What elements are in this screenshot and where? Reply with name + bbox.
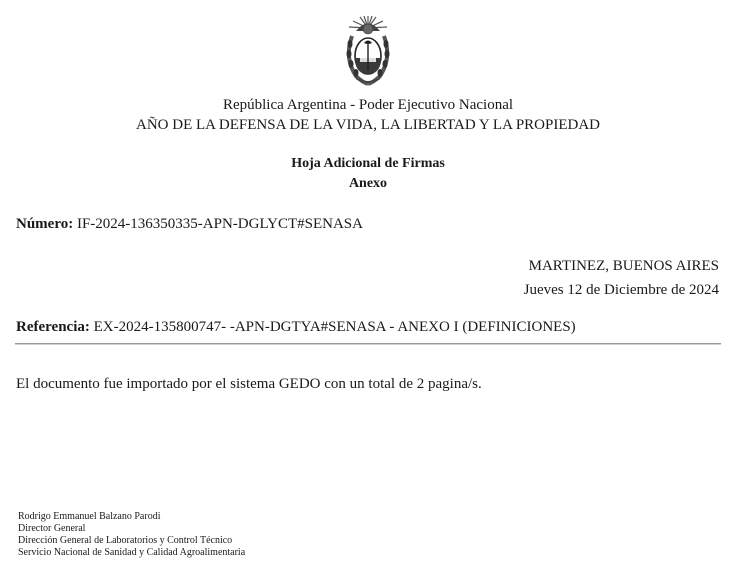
body-text: El documento fue importado por el sistema GEDO con un total de 2 pagina/s. — [16, 376, 482, 392]
header-line-2: AÑO DE LA DEFENSA DE LA VIDA, LA LIBERTAD Y LA PROPIEDAD — [135, 117, 600, 133]
document-title: Hoja Adicional de Firmas — [291, 156, 445, 171]
document-reference — [16, 319, 576, 336]
document-reference-value: EX-2024-135800747- -APN-DGTYA#SENASA - ANEXO I (DEFINICIONES) — [93, 319, 576, 335]
document-subtitle: Anexo — [348, 176, 388, 191]
section-divider — [15, 343, 721, 345]
signer-department: Dirección General de Laboratorios y Control Técnico — [18, 535, 233, 546]
document-date: Jueves 12 de Diciembre de 2024 — [523, 282, 719, 298]
document-place: MARTINEZ, BUENOS AIRES — [528, 258, 719, 274]
document-number-value: IF-2024-136350335-APN-DGLYCT#SENASA — [76, 216, 363, 232]
document-reference-label: Referencia: — [16, 319, 90, 335]
signer-organization: Servicio Nacional de Sanidad y Calidad Agroalimentaria — [18, 547, 246, 558]
document-number-label: Número: — [16, 216, 74, 232]
signature-block — [18, 511, 245, 559]
coat-of-arms-emblem — [340, 14, 396, 88]
header-line-1: República Argentina - Poder Ejecutivo Nacional — [222, 97, 514, 113]
signer-role: Director General — [18, 523, 86, 534]
document-number — [16, 216, 363, 233]
signer-name: Rodrigo Emmanuel Balzano Parodi — [18, 511, 161, 522]
